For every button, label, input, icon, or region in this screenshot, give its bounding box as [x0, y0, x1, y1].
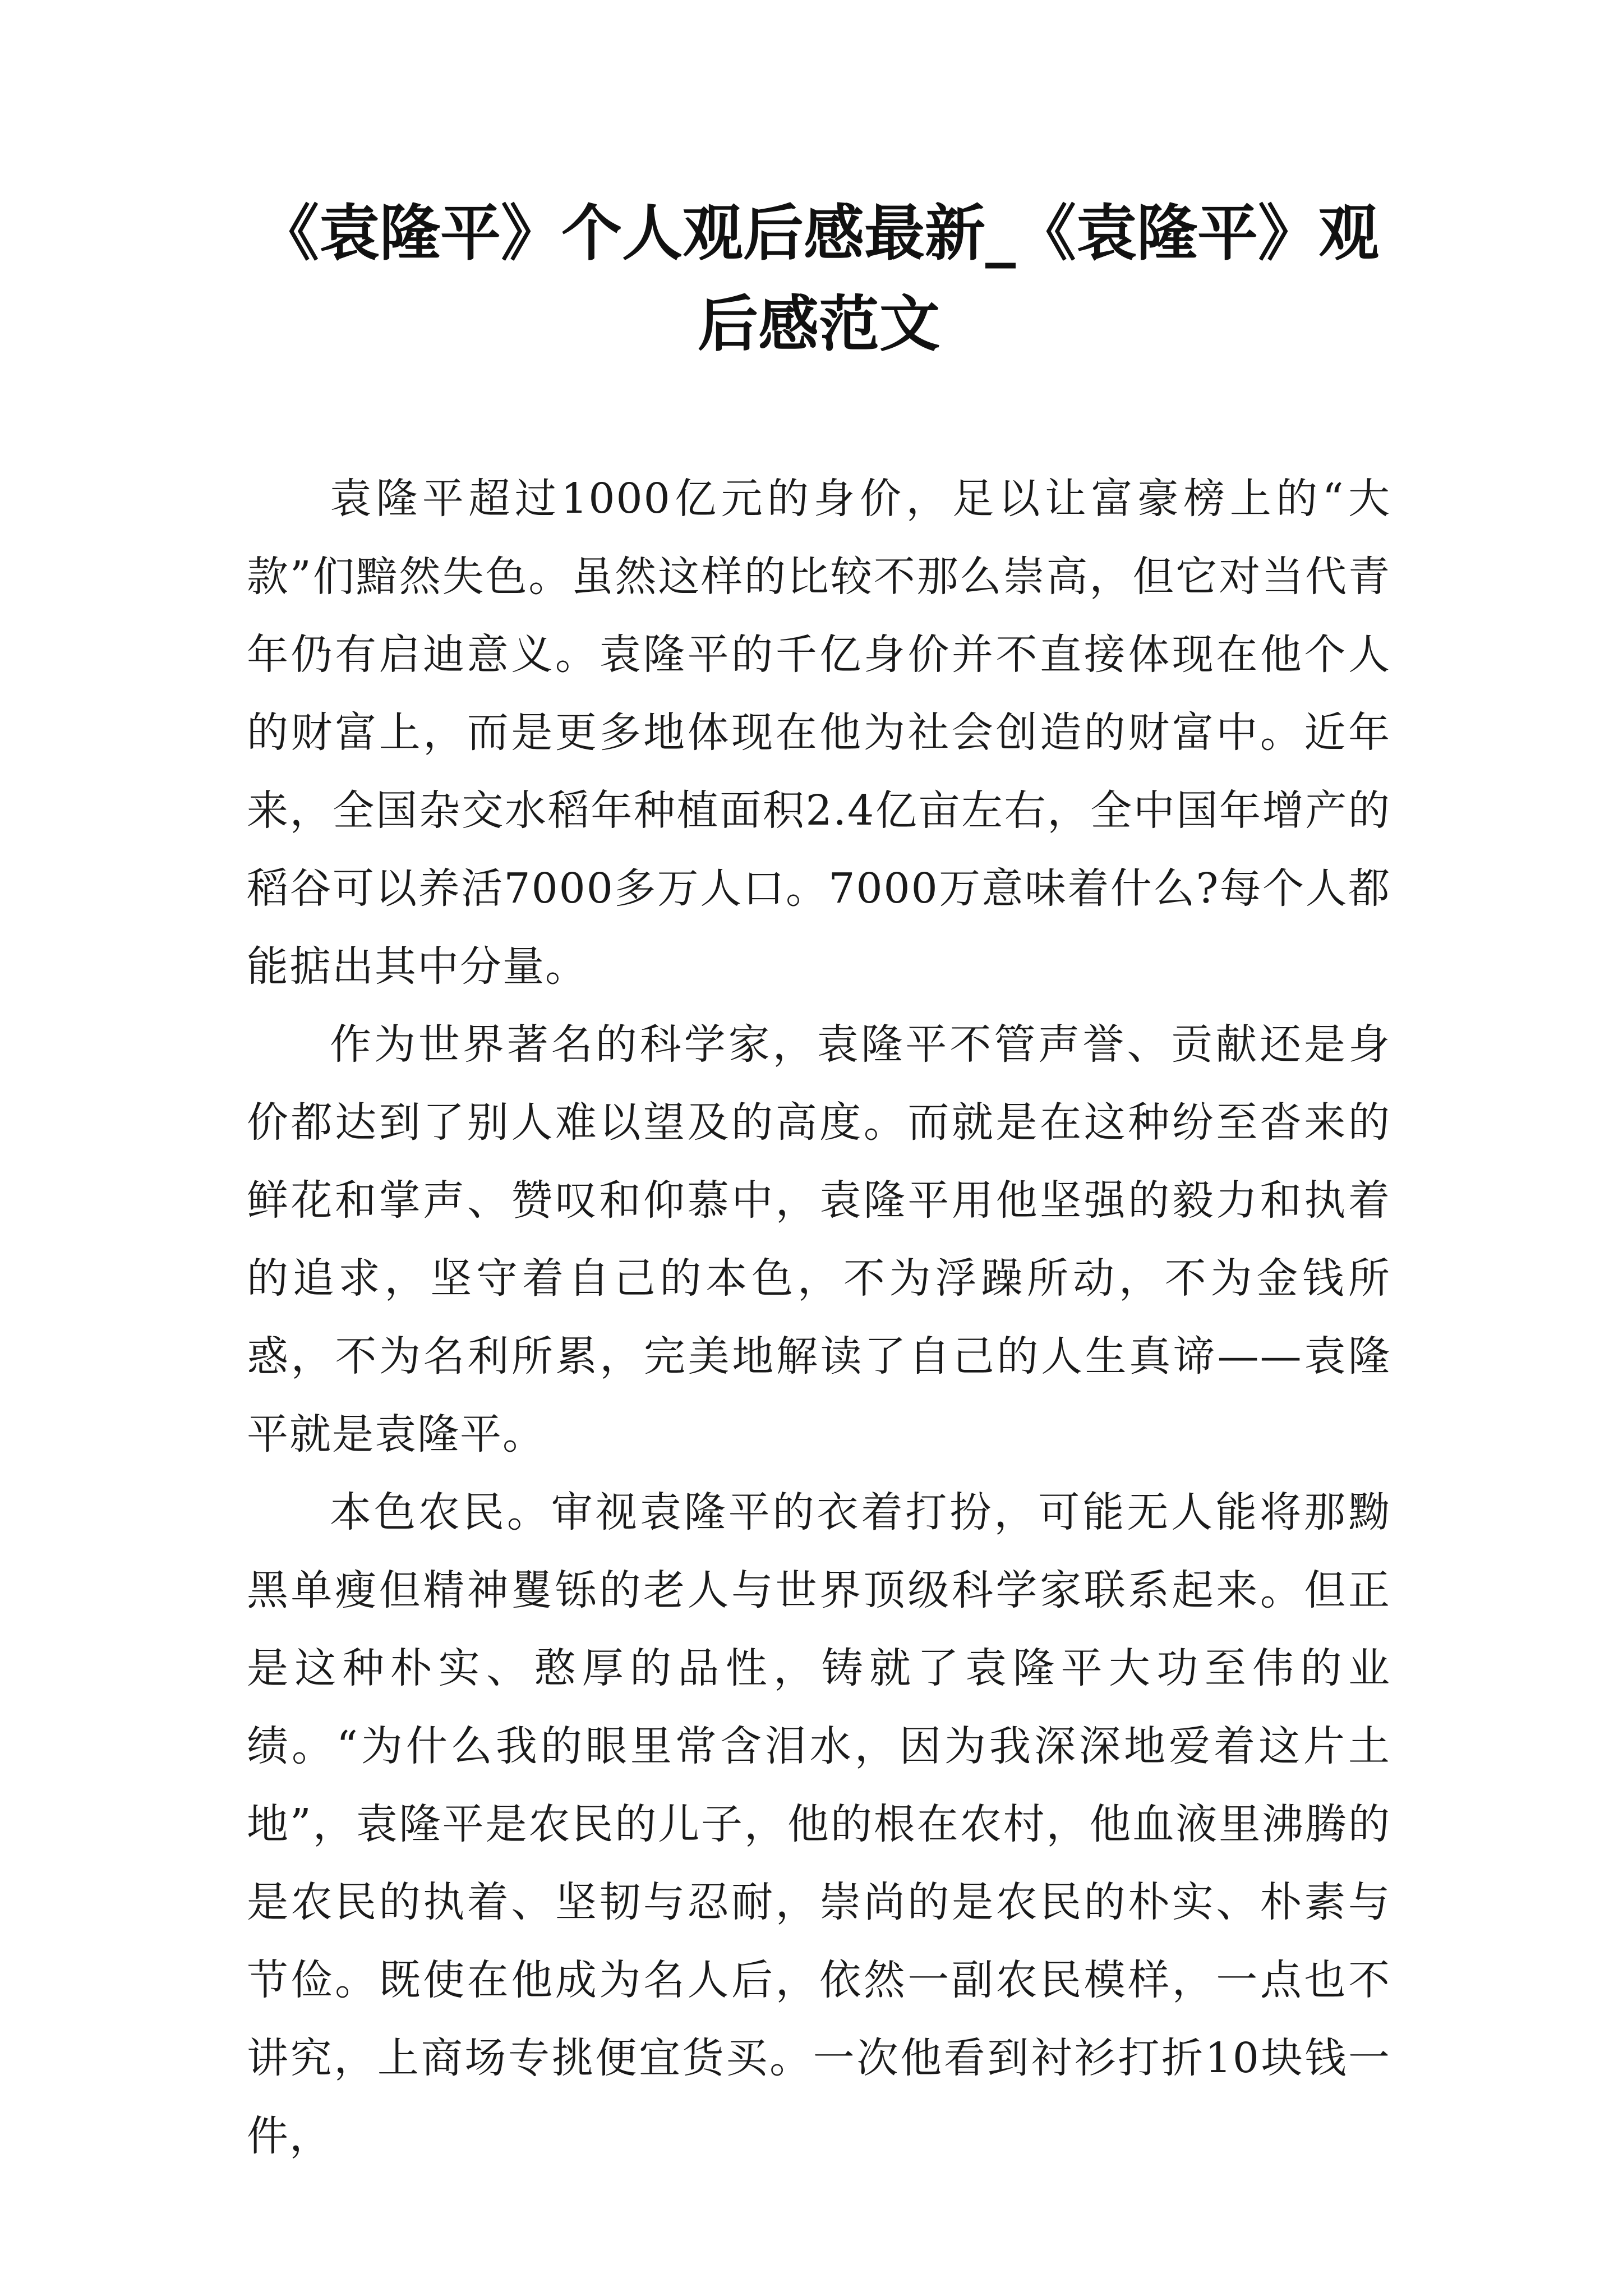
paragraph-2: 作为世界著名的科学家，袁隆平不管声誉、贡献还是身价都达到了别人难以望及的高度。而就是在这种纷至沓来的鲜花和掌声、赞叹和仰慕中，袁隆平用他坚强的毅力和执着的追求，坚守着自己的本色，不为浮躁所动，不为金钱所惑，不为名利所累，完美地解读了自己的人生真谛——袁隆平就是袁隆平。	[247, 1020, 1391, 1458]
document-title: 《袁隆平》个人观后感最新_《袁隆平》观后感范文	[258, 198, 1379, 360]
paragraph-3: 本色农民。审视袁隆平的衣着打扮，可能无人能将那黝黑单瘦但精神矍铄的老人与世界顶级科学家联系起来。但正是这种朴实、憨厚的品性，铸就了袁隆平大功至伟的业绩。“为什么我的眼里常含泪水，因为我深深地爱着这片土地”，袁隆平是农民的儿子，他的根在农村，他血液里沸腾的是农民的执着、坚韧与忍耐，崇尚的是农民的朴实、朴素与节俭。既使在他成为名人后，依然一副农民模样，一点也不讲究，上商场专挑便宜货买。一次他看到衬衫打折10块钱一件，	[247, 1488, 1391, 2160]
document-body	[247, 460, 1391, 2175]
paragraph-1: 袁隆平超过1000亿元的身价，足以让富豪榜上的“大款”们黯然失色。虽然这样的比较不那么崇高，但它对当代青年仍有启迪意义。袁隆平的千亿身价并不直接体现在他个人的财富上，而是更多地体现在他为社会创造的财富中。近年来，全国杂交水稻年种植面积2.4亿亩左右，全中国年增产的稻谷可以养活7000多万人口。7000万意味着什么?每个人都能掂出其中分量。	[247, 475, 1391, 991]
